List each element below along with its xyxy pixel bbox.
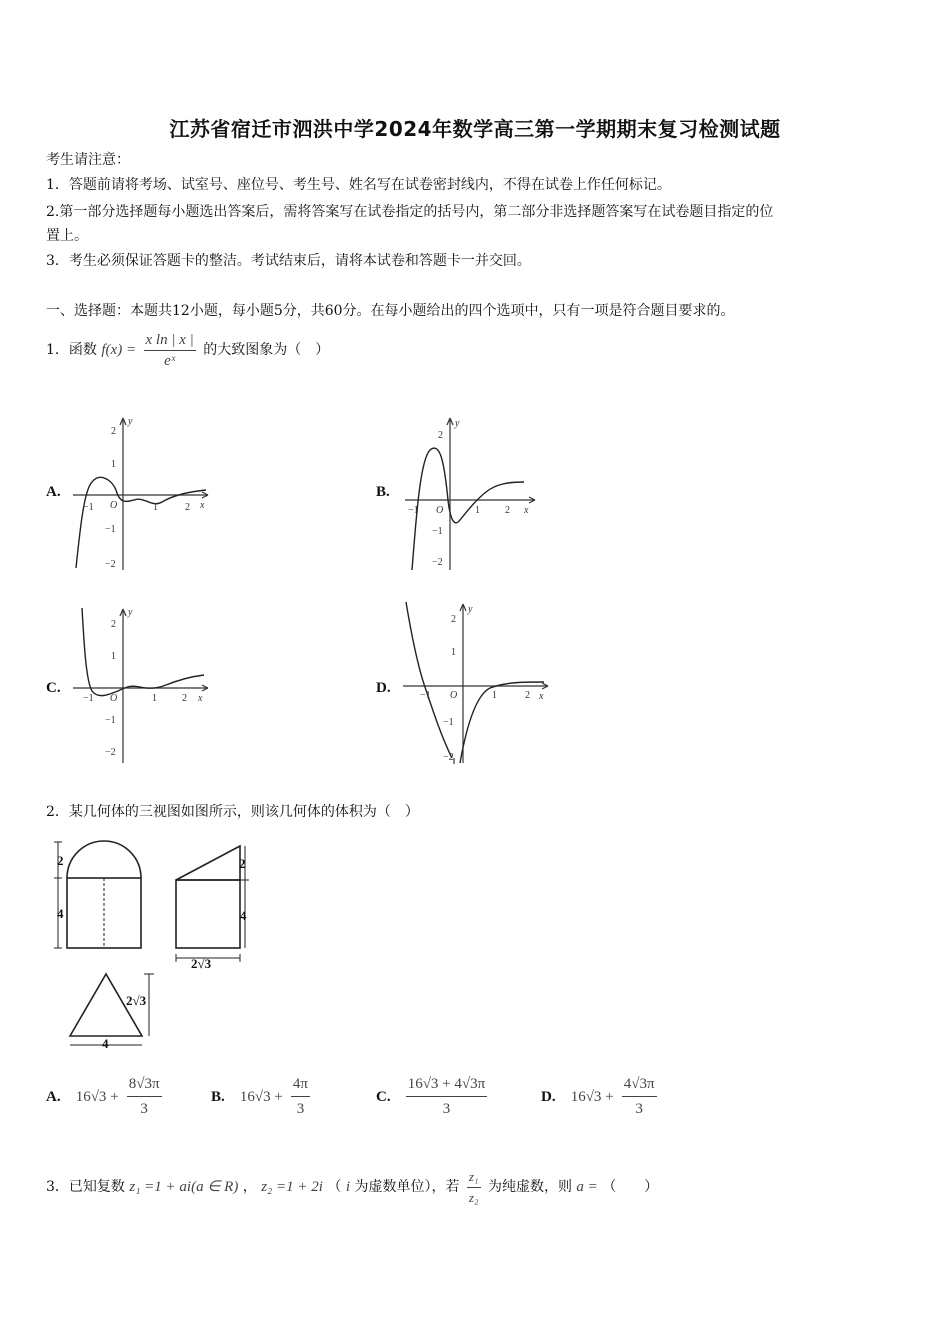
q3-mid: 为虚数单位），若 bbox=[354, 1179, 460, 1195]
option-lead: 16√3 + bbox=[570, 1089, 614, 1105]
q1-option-b-label: B. bbox=[376, 484, 390, 500]
option-lead: 16√3 + bbox=[75, 1089, 119, 1105]
tick-ym1: −1 bbox=[443, 717, 454, 728]
tick-ym2: −2 bbox=[432, 557, 443, 568]
q2-option-a bbox=[46, 1068, 165, 1124]
question-1 bbox=[46, 326, 329, 374]
option-fraction bbox=[291, 1073, 310, 1120]
q1-option-d-label: D. bbox=[376, 680, 391, 696]
notice-item-1: 1．答题前请将考场、试室号、座位号、考生号、姓名写在试卷密封线内，不得在试卷上作任何标记。 bbox=[46, 177, 671, 193]
tick-x2: 2 bbox=[525, 690, 530, 701]
question-2: 2．某几何体的三视图如图所示，则该几何体的体积为（ ） bbox=[46, 804, 419, 820]
curve-right bbox=[460, 682, 544, 763]
origin-label: O bbox=[450, 690, 458, 701]
option-den: 3 bbox=[296, 1101, 305, 1117]
option-den: 3 bbox=[635, 1101, 643, 1117]
q3-fraction bbox=[467, 1168, 481, 1207]
q2-option-c bbox=[376, 1068, 490, 1124]
q1-suffix: 的大致图象为（ ） bbox=[203, 342, 330, 358]
q1-option-a-label: A. bbox=[46, 484, 61, 500]
origin-label: O bbox=[110, 693, 118, 704]
q3-paren: （ bbox=[327, 1179, 342, 1195]
x-axis-label: x bbox=[198, 693, 203, 704]
front-view bbox=[54, 841, 141, 948]
tick-y2: 2 bbox=[451, 614, 456, 625]
option-fraction bbox=[622, 1073, 657, 1120]
tick-y1: 1 bbox=[111, 651, 116, 662]
dim-side-2: 2 bbox=[239, 856, 246, 871]
x-axis-label: x bbox=[539, 691, 544, 702]
tick-y2: 2 bbox=[438, 430, 443, 441]
option-label: A. bbox=[46, 1089, 61, 1105]
tick-y1: 1 bbox=[111, 459, 116, 470]
option-fraction bbox=[127, 1073, 162, 1120]
y-axis-label: y bbox=[128, 607, 133, 618]
option-num: 16√3 + 4√3π bbox=[406, 1073, 488, 1097]
dim-top-2sqrt3: 2√3 bbox=[126, 993, 147, 1008]
option-num: 4π bbox=[291, 1073, 310, 1097]
tick-ym2: −2 bbox=[443, 752, 454, 763]
dim-top-4: 4 bbox=[102, 1036, 109, 1051]
tick-ym1: −1 bbox=[105, 524, 116, 535]
curve bbox=[76, 477, 206, 568]
tick-xm1: −1 bbox=[408, 505, 419, 516]
tick-y1: 1 bbox=[451, 647, 456, 658]
tick-x1: 1 bbox=[152, 693, 157, 704]
dim-front-4: 4 bbox=[57, 906, 64, 921]
q2-option-b bbox=[211, 1068, 313, 1124]
top-view bbox=[70, 974, 154, 1045]
y-axis-label: y bbox=[468, 604, 473, 615]
q3-z2: z₂ =1 + 2i bbox=[261, 1179, 323, 1195]
x-axis-label: x bbox=[200, 500, 205, 511]
notice-item-3: 3．考生必须保证答题卡的整洁。考试结束后，请将本试卷和答题卡一并交回。 bbox=[46, 253, 531, 269]
q3-a-eq: a = bbox=[576, 1179, 598, 1195]
question-3 bbox=[46, 1154, 658, 1220]
x-axis-label: x bbox=[524, 505, 529, 516]
q1-graph-a bbox=[68, 410, 218, 575]
q3-tail: 为纯虚数，则 bbox=[487, 1179, 572, 1195]
q1-func-num: x ln | x | bbox=[144, 331, 196, 351]
y-axis-label: y bbox=[128, 416, 133, 427]
q1-graph-c bbox=[68, 603, 218, 768]
tick-ym2: −2 bbox=[105, 559, 116, 570]
origin-label: O bbox=[110, 500, 118, 511]
section-heading: 一、选择题：本题共12小题，每小题5分，共60分。在每小题给出的四个选项中，只有一项是符合题目要求的。 bbox=[46, 303, 735, 319]
tick-x2: 2 bbox=[185, 502, 190, 513]
tick-y2: 2 bbox=[111, 426, 116, 437]
option-fraction bbox=[406, 1073, 488, 1120]
tick-xm1: −1 bbox=[420, 690, 431, 701]
curve-left bbox=[406, 602, 452, 758]
option-label: B. bbox=[211, 1089, 225, 1105]
notice-item-2-cont: 置上。 bbox=[46, 228, 88, 244]
dim-front-2: 2 bbox=[57, 853, 64, 868]
tick-ym2: −2 bbox=[105, 747, 116, 758]
notice-heading: 考生请注意： bbox=[46, 152, 130, 168]
q1-graph-b bbox=[400, 410, 550, 575]
q3-answer-blank: （ ） bbox=[602, 1179, 659, 1195]
tick-ym1: −1 bbox=[105, 715, 116, 726]
tick-x1: 1 bbox=[475, 505, 480, 516]
tick-ym1: −1 bbox=[432, 526, 443, 537]
q2-three-views bbox=[48, 838, 278, 1053]
option-den: 3 bbox=[442, 1101, 451, 1117]
notice-item-2: 2.第一部分选择题每小题选出答案后，需将答案写在试卷指定的括号内，第二部分非选择题答案写在试卷题目指定的位 bbox=[46, 204, 774, 220]
tick-x1: 1 bbox=[492, 690, 497, 701]
dim-side-4: 4 bbox=[240, 908, 247, 923]
tick-xm1: −1 bbox=[83, 502, 94, 513]
option-lead: 16√3 + bbox=[239, 1089, 283, 1105]
tick-x2: 2 bbox=[182, 693, 187, 704]
q1-func-den: eˣ bbox=[164, 352, 176, 369]
q1-prefix: 1．函数 bbox=[46, 342, 97, 358]
tick-x2: 2 bbox=[505, 505, 510, 516]
y-axis-label: y bbox=[455, 418, 460, 429]
q3-comma: ， bbox=[242, 1179, 257, 1195]
tick-x1: 1 bbox=[153, 502, 158, 513]
dim-side-2sqrt3: 2√3 bbox=[191, 956, 212, 971]
q3-prefix: 3．已知复数 bbox=[46, 1179, 125, 1195]
q1-graph-d bbox=[398, 598, 558, 770]
q1-func-lhs: f(x) = bbox=[101, 342, 137, 358]
curve bbox=[82, 608, 204, 696]
q3-z1: z₁ =1 + ai(a ∈ R) bbox=[129, 1179, 239, 1195]
q1-option-c-label: C. bbox=[46, 680, 61, 696]
q3-frac-num: z₁ bbox=[467, 1168, 481, 1188]
option-den: 3 bbox=[140, 1101, 148, 1117]
origin-label: O bbox=[436, 505, 444, 516]
q3-i: i bbox=[345, 1179, 351, 1195]
q2-option-d bbox=[541, 1068, 660, 1124]
q1-func-fraction bbox=[144, 331, 196, 370]
option-label: C. bbox=[376, 1089, 391, 1105]
option-num: 8√3π bbox=[127, 1073, 162, 1097]
q3-frac-den: z₂ bbox=[468, 1189, 479, 1205]
option-num: 4√3π bbox=[622, 1073, 657, 1097]
page-title: 江苏省宿迁市泗洪中学2024年数学高三第一学期期末复习检测试题 bbox=[169, 117, 781, 141]
tick-xm1: −1 bbox=[83, 693, 94, 704]
tick-y2: 2 bbox=[111, 619, 116, 630]
option-label: D. bbox=[541, 1089, 556, 1105]
